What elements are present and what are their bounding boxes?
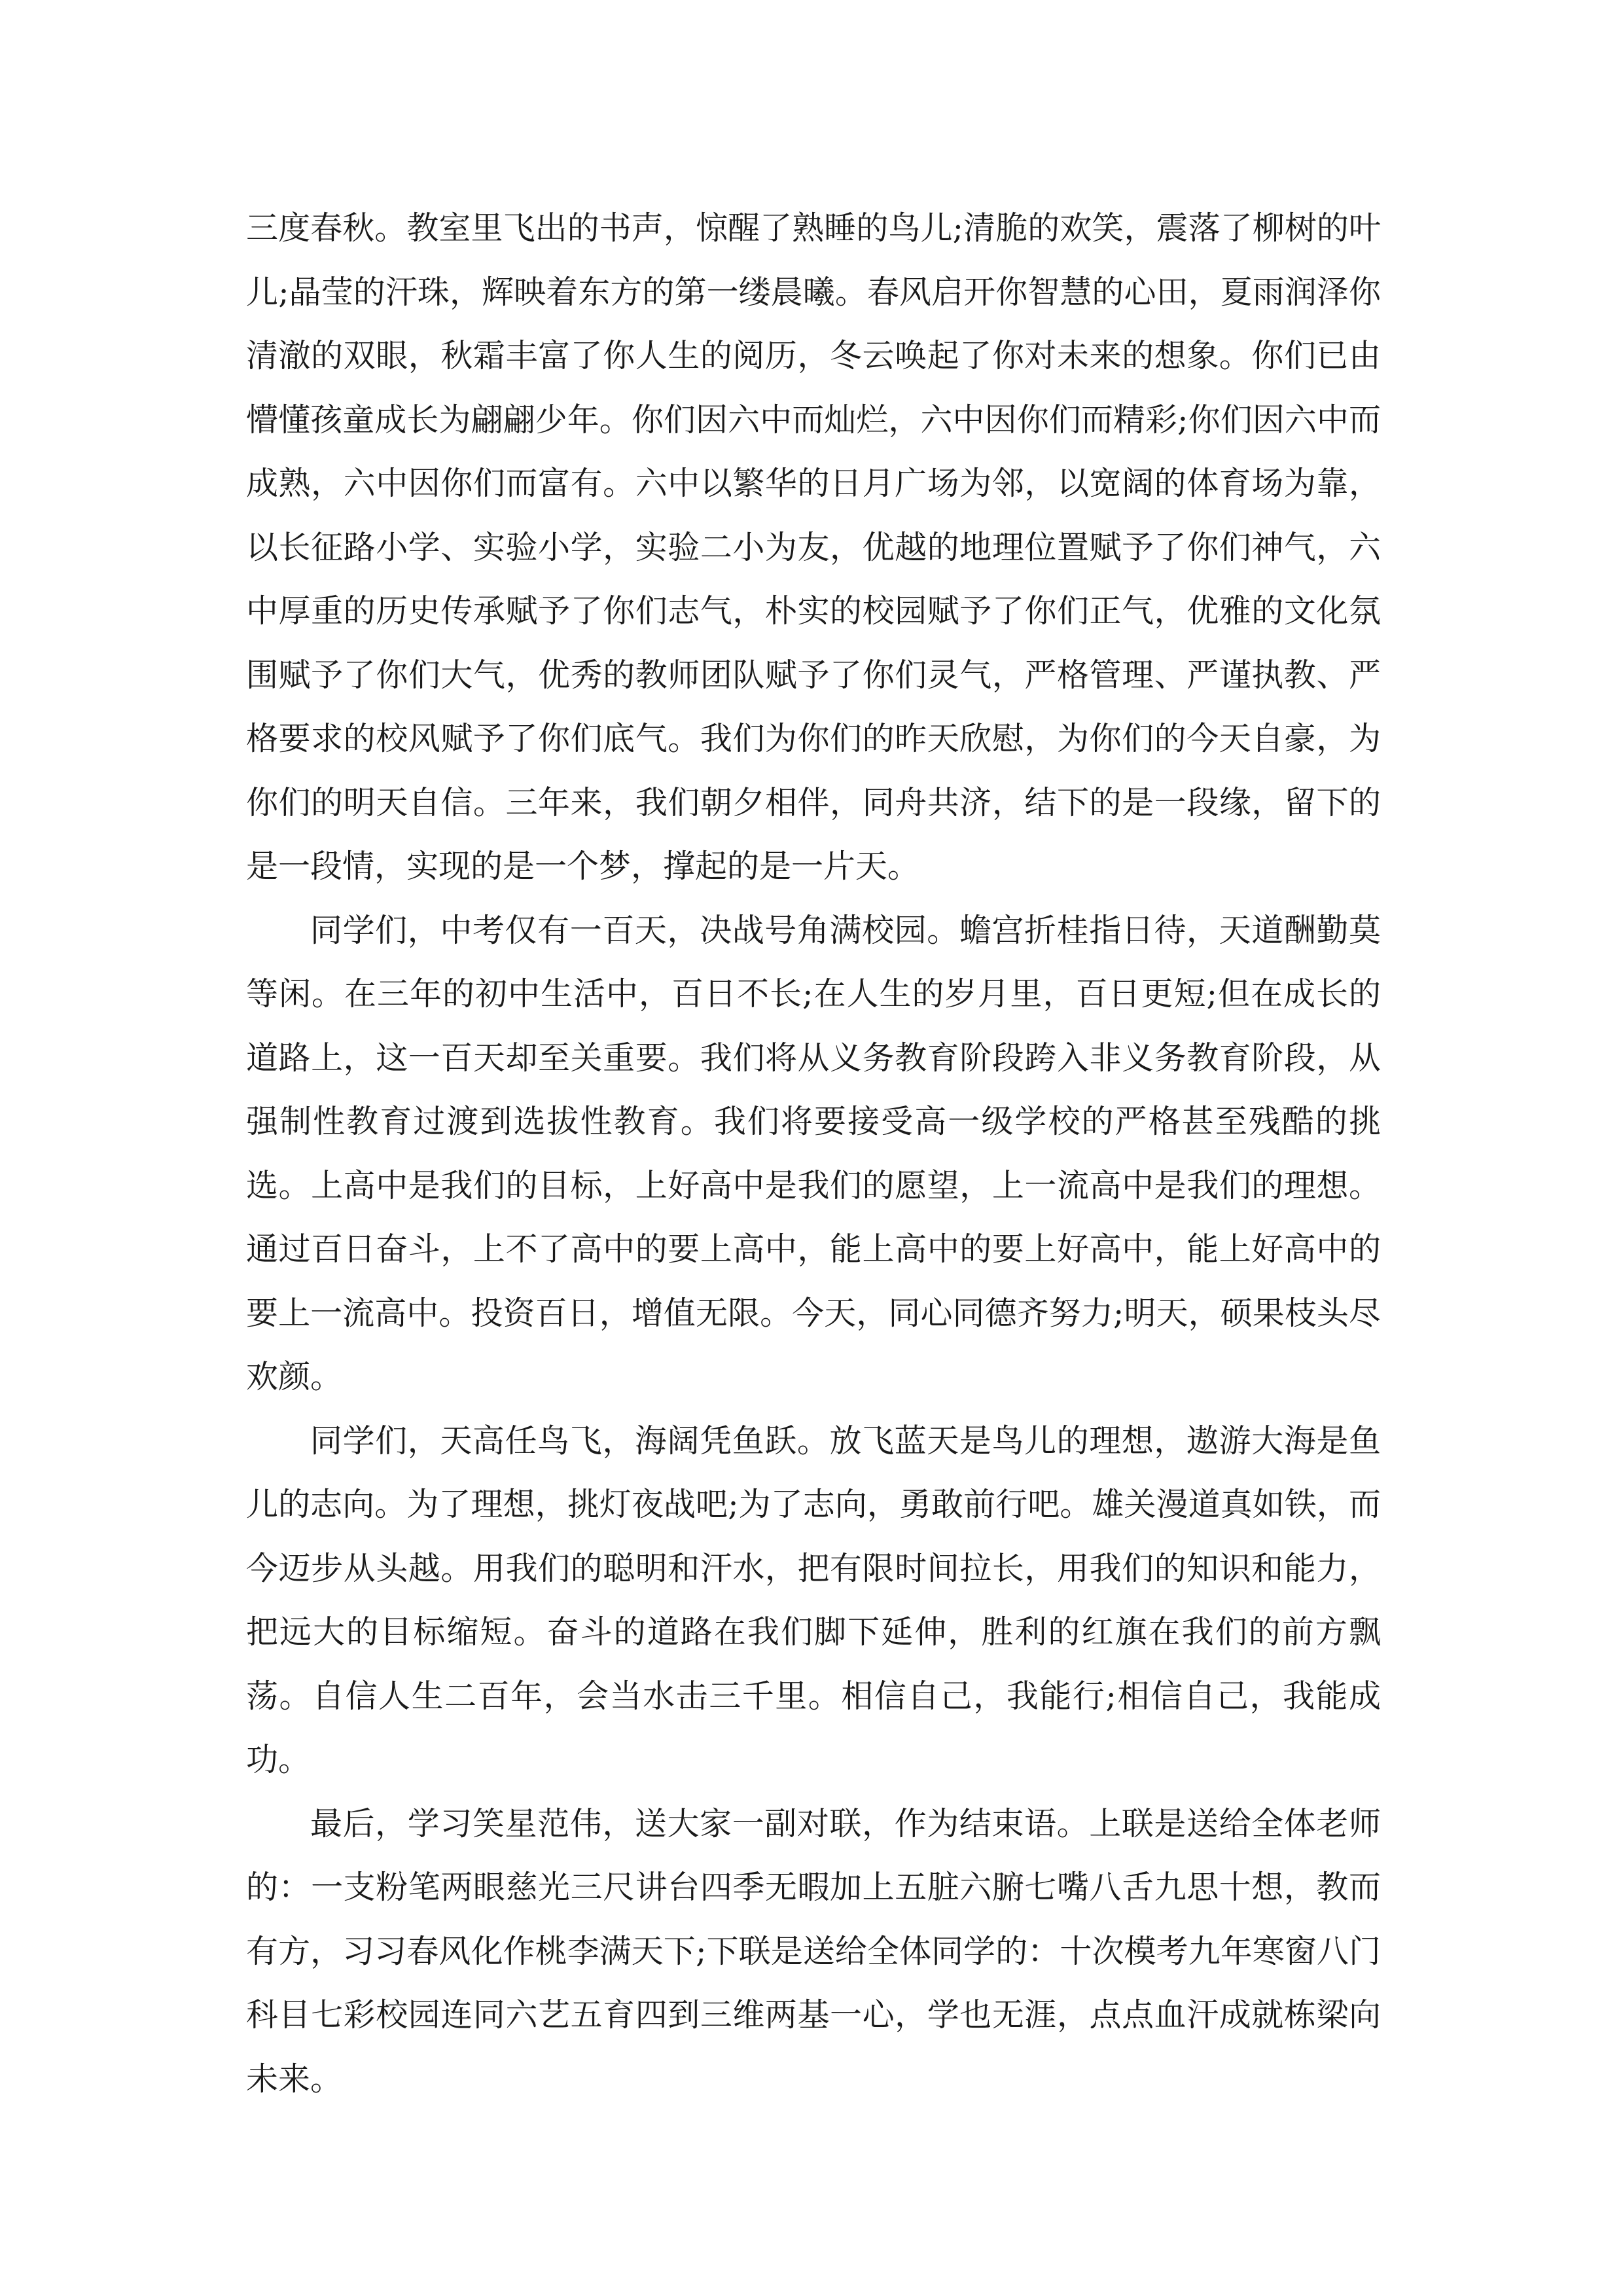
paragraph: 最后，学习笑星范伟，送大家一副对联，作为结束语。上联是送给全体老师的：一支粉笔两眼慈光三尺讲台四季无暇加上五脏六腑七嘴八舌九思十想，教而有方，习习春风化作桃李满天下;下联是送给全体同学的：十次模考九年寒窗八门科目七彩校园连同六艺五育四到三维两基一心，学也无涯，点点血汗成就栋梁向未来。	[246, 1804, 1381, 2098]
paragraph: 同学们，天高任鸟飞，海阔凭鱼跃。放飞蓝天是鸟儿的理想，遨游大海是鱼儿的志向。为了理想，挑灯夜战吧;为了志向，勇敢前行吧。雄关漫道真如铁，而今迈步从头越。用我们的聪明和汗水，把有限时间拉长，用我们的知识和能力，把远大的目标缩短。奋斗的道路在我们脚下延伸，胜利的红旗在我们的前方飘荡。自信人生二百年，会当水击三千里。相信自己，我能行;相信自己，我能成功。	[246, 1422, 1381, 1778]
paragraph-continued: 三度春秋。教室里飞出的书声，惊醒了熟睡的鸟儿;清脆的欢笑，震落了柳树的叶儿;晶莹的汗珠，辉映着东方的第一缕晨曦。春风启开你智慧的心田，夏雨润泽你清澈的双眼，秋霜丰富了你人生的阅历，冬云唤起了你对未来的想象。你们已由懵懂孩童成长为翩翩少年。你们因六中而灿烂，六中因你们而精彩;你们因六中而成熟，六中因你们而富有。六中以繁华的日月广场为邻，以宽阔的体育场为靠，以长征路小学、实验小学，实验二小为友，优越的地理位置赋予了你们神气，六中厚重的历史传承赋予了你们志气，朴实的校园赋予了你们正气，优雅的文化氛围赋予了你们大气，优秀的教师团队赋予了你们灵气，严格管理、严谨执教、严格要求的校风赋予了你们底气。我们为你们的昨天欣慰，为你们的今天自豪，为你们的明天自信。三年来，我们朝夕相伴，同舟共济，结下的是一段缘，留下的是一段情，实现的是一个梦，撑起的是一片天。	[246, 209, 1381, 885]
body-text	[246, 196, 1381, 2111]
paragraph: 同学们，中考仅有一百天，决战号角满校园。蟾宫折桂指日待，天道酬勤莫等闲。在三年的初中生活中，百日不长;在人生的岁月里，百日更短;但在成长的道路上，这一百天却至关重要。我们将从义务教育阶段跨入非义务教育阶段，从强制性教育过渡到选拔性教育。我们将要接受高一级学校的严格甚至残酷的挑选。上高中是我们的目标，上好高中是我们的愿望，上一流高中是我们的理想。通过百日奋斗，上不了高中的要上高中，能上高中的要上好高中，能上好高中的要上一流高中。投资百日，增值无限。今天，同心同德齐努力;明天，硕果枝头尽欢颜。	[246, 911, 1381, 1395]
